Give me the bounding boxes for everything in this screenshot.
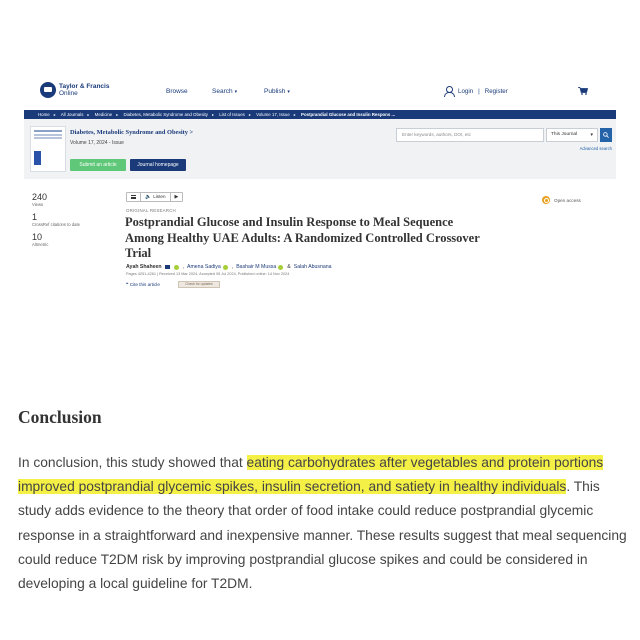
conclusion-line-5: could reduce T2DM risk by improving postprandial glucose spikes and could be considered in xyxy=(18,551,588,567)
advanced-search-link[interactable]: Advanced search xyxy=(579,146,612,151)
separator: | xyxy=(478,87,480,95)
check-for-updates-badge[interactable]: Check for updates xyxy=(178,281,220,288)
mail-icon[interactable] xyxy=(165,265,170,269)
taylor-francis-logo[interactable] xyxy=(40,82,109,98)
account-links xyxy=(444,86,508,96)
chevron-right-icon: ▸ xyxy=(87,112,90,117)
submit-article-button[interactable]: Submit an article xyxy=(70,159,126,171)
conclusion-line-3: study adds evidence to the theory that order of food intake could reduce postprandial glycemic xyxy=(18,503,594,519)
author-2[interactable]: Amena Sadiya xyxy=(187,264,221,270)
chevron-right-icon: ▸ xyxy=(248,112,251,117)
cart-icon[interactable] xyxy=(578,87,588,95)
search-scope-select[interactable]: This Journal ▾ xyxy=(546,128,598,142)
menu-button[interactable] xyxy=(127,193,141,201)
nav-publish[interactable]: Publish ▾ xyxy=(264,88,290,95)
site-header xyxy=(24,74,616,110)
conclusion-heading: Conclusion xyxy=(18,407,102,427)
publication-info: Pages 4251-4261 | Received 13 Mar 2024, Accepted 05 Jul 2024, Published online: 14 Nov 2024 xyxy=(126,272,290,276)
altmetric-count: 10 xyxy=(32,232,43,242)
orcid-icon[interactable] xyxy=(278,265,283,270)
crossref-count: 1 xyxy=(32,212,38,222)
open-access-icon xyxy=(542,196,550,204)
breadcrumb-medicine[interactable]: Medicine xyxy=(94,112,113,117)
quote-icon: ❝ xyxy=(126,282,130,287)
breadcrumb-volume[interactable]: Volume 17, Issue xyxy=(256,112,290,117)
orcid-icon[interactable] xyxy=(223,265,228,270)
nav-browse[interactable]: Browse xyxy=(166,88,188,95)
article-title: Postprandial Glucose and Insulin Response to Meal Sequence Among Healthy UAE Adults: A Randomized Controlled Crossover Trial xyxy=(125,215,480,260)
chevron-down-icon: ▾ xyxy=(287,89,290,95)
breadcrumb-home[interactable]: Home xyxy=(38,112,50,117)
breadcrumb-current: Postprandial Glucose and Insulin Respons ... xyxy=(301,112,396,117)
conclusion-line-2: improved postprandial glycemic spikes, insulin secretion, and satiety in healthy individuals. This xyxy=(18,479,600,495)
author-3[interactable]: Bashair M Mussa xyxy=(236,264,277,270)
conclusion-paragraph xyxy=(18,451,630,596)
search-button[interactable] xyxy=(600,128,612,142)
logo-line-1: Taylor & Francis xyxy=(59,83,110,90)
login-link[interactable]: Login xyxy=(458,87,474,95)
conclusion-line-4: response in a straightforward and inexpensive manner. These results suggest that meal sequencing xyxy=(18,527,627,543)
logo-line-2: Online xyxy=(59,90,78,97)
breadcrumb-journal[interactable]: Diabetes, Metabolic Syndrome and Obesity xyxy=(123,112,208,117)
chevron-down-icon: ▾ xyxy=(590,132,593,138)
views-count: 240 xyxy=(32,192,48,202)
crossref-label: CrossRef citations to date xyxy=(32,222,80,227)
journal-homepage-button[interactable]: Journal homepage xyxy=(130,159,186,171)
chevron-down-icon: ▾ xyxy=(234,89,238,95)
listen-button[interactable]: 🔈 Listen xyxy=(141,193,171,201)
speaker-icon: 🔈 xyxy=(145,194,152,200)
search-input[interactable]: Enter keywords, authors, DOI, etc xyxy=(396,128,544,142)
open-access-badge: Open access xyxy=(542,196,581,204)
journal-volume: Volume 17, 2024 - Issue xyxy=(70,140,124,146)
breadcrumb-all-journals[interactable]: All Journals xyxy=(60,112,84,117)
menu-icon xyxy=(131,195,136,199)
orcid-icon[interactable] xyxy=(174,265,179,270)
conclusion-line-6: developing a local guideline for T2DM. xyxy=(18,576,253,592)
chevron-right-icon: ▸ xyxy=(116,112,119,117)
breadcrumb-list-of-issues[interactable]: List of Issues xyxy=(219,112,245,117)
highlighted-text: eating carbohydrates after vegetables and protein portions xyxy=(246,455,604,470)
register-link[interactable]: Register xyxy=(484,87,508,95)
nav-search[interactable]: Search ▾ xyxy=(212,88,238,95)
views-label: Views xyxy=(32,202,44,207)
author-4[interactable]: Salah Abusnana xyxy=(293,264,332,270)
chevron-right-icon: ▸ xyxy=(53,112,56,117)
breadcrumb xyxy=(24,110,616,119)
play-icon: ▶ xyxy=(174,194,179,200)
chevron-right-icon: ▸ xyxy=(211,112,214,117)
search-icon xyxy=(603,132,609,138)
listen-toolbar xyxy=(126,192,183,202)
article-page-screenshot xyxy=(24,74,616,300)
conclusion-line-1: In conclusion, this study showed that eating carbohydrates after vegetables and protein portions xyxy=(18,455,604,470)
chevron-right-icon: ▸ xyxy=(293,112,296,117)
author-1[interactable]: Ayah Shaheen xyxy=(126,264,162,270)
journal-title[interactable]: Diabetes, Metabolic Syndrome and Obesity > xyxy=(70,129,194,136)
play-button[interactable] xyxy=(171,193,183,201)
author-list: Ayah Shaheen , Amena Sadiya , Bashair M Mussa & Salah Abusnana xyxy=(126,264,332,270)
journal-bar xyxy=(24,119,616,179)
cite-article-link[interactable]: ❝ Cite this article xyxy=(126,282,160,287)
journal-cover-image[interactable] xyxy=(30,126,66,172)
highlighted-text: improved postprandial glycemic spikes, insulin secretion, and satiety in healthy individuals xyxy=(18,479,567,495)
article-type: ORIGINAL RESEARCH xyxy=(126,208,176,213)
person-icon xyxy=(444,86,453,96)
article-metrics xyxy=(32,192,112,252)
logo-mark-icon xyxy=(40,82,56,98)
altmetric-label: Altmetric xyxy=(32,242,49,247)
